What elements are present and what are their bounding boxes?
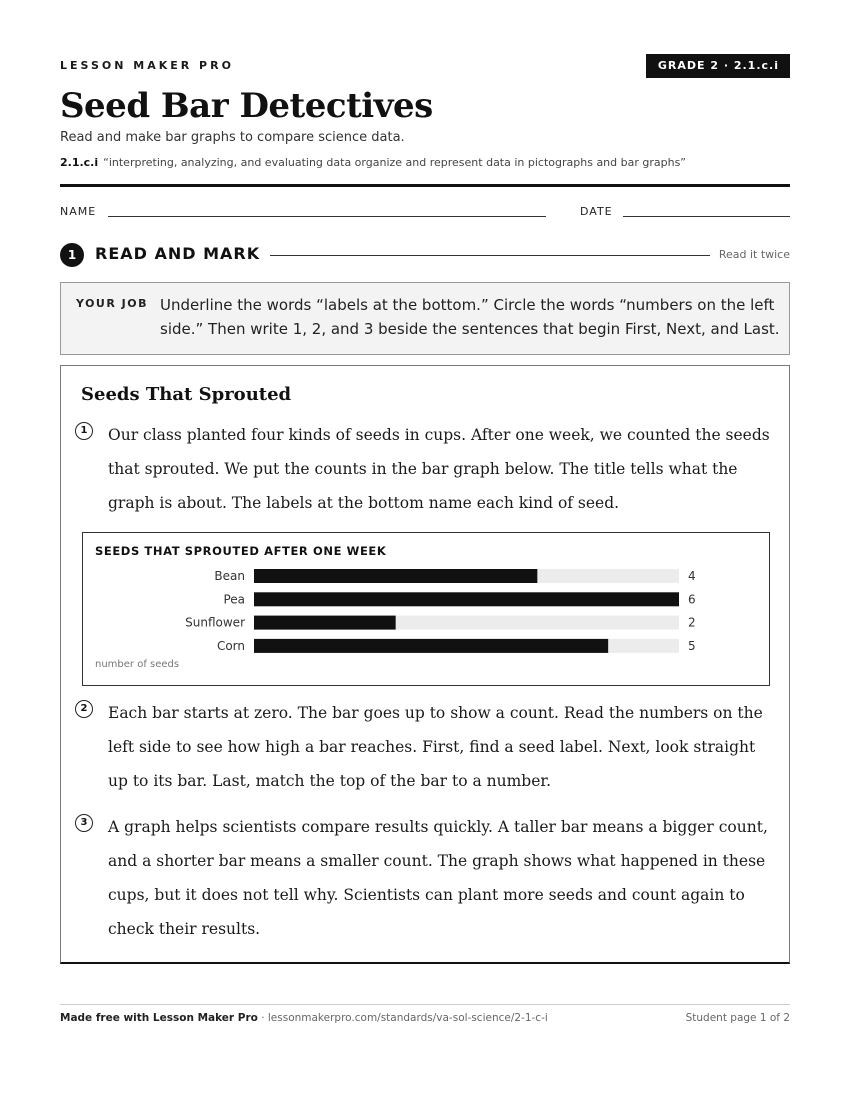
paragraph-number: 3 <box>75 814 93 832</box>
standard-line <box>60 156 686 169</box>
paragraph-text: Our class planted four kinds of seeds in cups. After one week, we counted the seeds that sprouted. We put the counts in the bar graph below. The title tells what the graph is about. The labels at the bottom name each kind of seed. <box>108 426 770 512</box>
bar-pea <box>254 592 679 606</box>
name-field[interactable] <box>108 216 546 217</box>
header-divider <box>60 184 790 187</box>
reading-passage <box>60 365 790 964</box>
footer-page-number: Student page 1 of 2 <box>685 1012 790 1024</box>
section-rule <box>270 255 710 256</box>
your-job-label: YOUR JOB <box>76 297 148 310</box>
bar-category-label: Corn <box>216 638 245 653</box>
footer-divider <box>60 1004 790 1005</box>
bar-value-label: 2 <box>688 615 696 630</box>
your-job-text: Underline the words “labels at the bottom.” Circle the words “numbers on the left side.” Then write 1, 2, and 3 beside the sentences that begin First, Next, and Last. <box>160 296 780 338</box>
bar-value-label: 4 <box>688 569 696 583</box>
footer-credit <box>60 1012 548 1024</box>
section-note: Read it twice <box>718 248 790 261</box>
name-date-row <box>60 205 790 221</box>
paragraph-number: 1 <box>75 422 93 440</box>
bar-value-label: 5 <box>688 638 696 653</box>
date-label: DATE <box>580 205 613 218</box>
bar-category-label: Bean <box>214 569 245 583</box>
date-field[interactable] <box>623 216 790 217</box>
section-number-badge: 1 <box>60 243 84 267</box>
paragraph-2 <box>75 696 775 798</box>
bar-bean <box>254 569 537 583</box>
bar-corn <box>254 639 608 653</box>
section-header <box>60 243 790 267</box>
section-title: READ AND MARK <box>95 244 261 263</box>
bar-sunflower <box>254 616 396 630</box>
paragraph-number: 2 <box>75 700 93 718</box>
standard-text: “interpreting, analyzing, and evaluating data organize and represent data in pictographs and bar graphs” <box>103 156 687 169</box>
bar-category-label: Pea <box>223 592 245 607</box>
paragraph-1 <box>75 418 775 520</box>
brand-name: LESSON MAKER PRO <box>60 59 234 72</box>
footer-made-with: Made free with Lesson Maker Pro <box>60 1012 258 1024</box>
chart-axis-label: number of seeds <box>95 659 180 670</box>
grade-badge: GRADE 2 · 2.1.c.i <box>646 54 790 78</box>
your-job-box <box>60 282 790 355</box>
page-title: Seed Bar Detectives <box>60 86 433 126</box>
page-subtitle: Read and make bar graphs to compare science data. <box>60 130 405 145</box>
paragraph-text: Each bar starts at zero. The bar goes up to show a count. Read the numbers on the left side to see how high a bar reaches. First, find a seed label. Next, look straight up to its bar. Last, match the top of the bar to a number. <box>108 704 763 790</box>
footer-url: · lessonmakerpro.com/standards/va-sol-science/2-1-c-i <box>257 1012 548 1024</box>
name-label: NAME <box>60 205 97 218</box>
paragraph-text: A graph helps scientists compare results quickly. A taller bar means a bigger count, and a shorter bar means a smaller count. The graph shows what happened in these cups, but it does not tell why. Scientists can plant more seeds and count again to check their results. <box>108 818 768 938</box>
bar-chart <box>82 532 770 686</box>
chart-title: SEEDS THAT SPROUTED AFTER ONE WEEK <box>95 544 387 558</box>
paragraph-3 <box>75 810 775 946</box>
bar-value-label: 6 <box>688 592 696 607</box>
standard-code: 2.1.c.i <box>60 156 99 169</box>
bar-category-label: Sunflower <box>185 615 245 630</box>
passage-title: Seeds That Sprouted <box>81 384 292 405</box>
chart-plot <box>83 533 769 685</box>
